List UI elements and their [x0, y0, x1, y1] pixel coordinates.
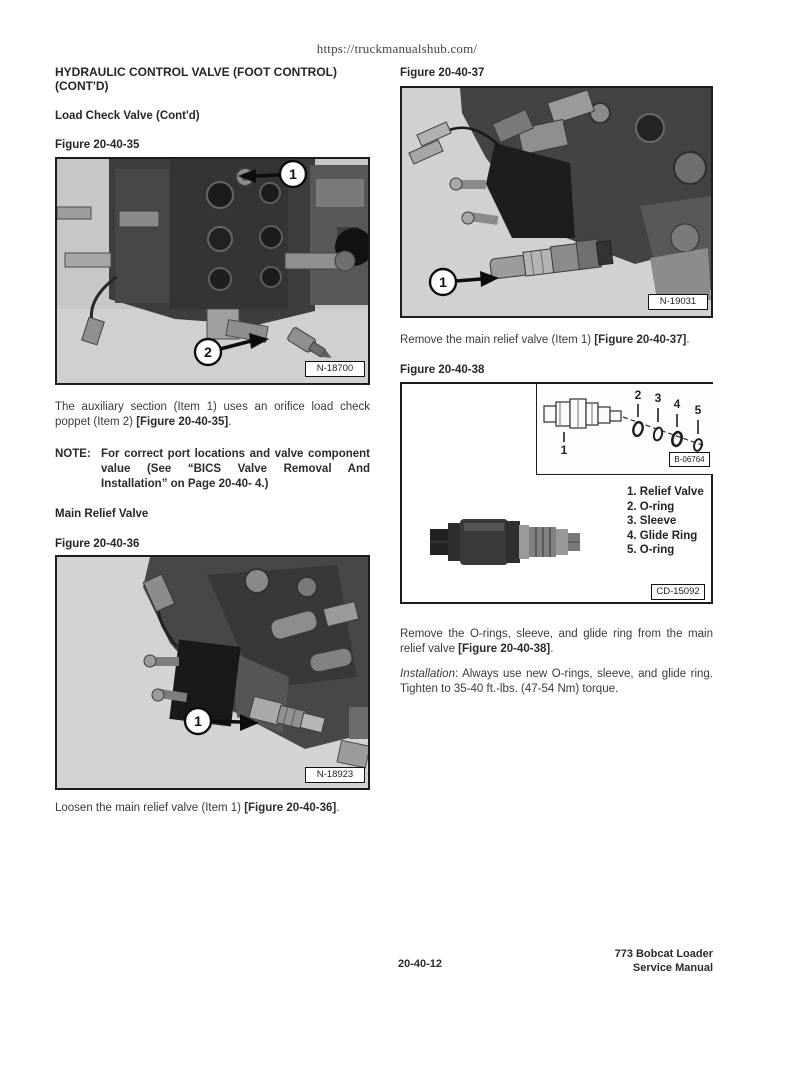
- paragraph-period: .: [336, 802, 340, 814]
- figure-reference: [Figure 20-40-36]: [244, 802, 337, 814]
- figure-reference: [Figure 20-40-37]: [594, 334, 687, 346]
- orings-group: [632, 421, 703, 452]
- paragraph-installation: [400, 667, 713, 697]
- paragraph-text: Remove the O-rings, sleeve, and glide ring from the main relief valve: [400, 628, 713, 655]
- section-heading-line1: HYDRAULIC CONTROL VALVE (FOOT CONTROL): [55, 65, 337, 79]
- note-label: NOTE:: [55, 448, 91, 460]
- figure-label-20-40-36: Figure 20-40-36: [55, 538, 140, 550]
- legend-item: 4. Glide Ring: [627, 529, 698, 542]
- photo-ref-label: N-18923: [305, 767, 365, 783]
- valve-photo-35-art: [57, 159, 368, 383]
- figure-38-drawing-box: [536, 384, 713, 475]
- paragraph-period: .: [228, 416, 232, 428]
- part-number-3: 3: [654, 391, 662, 405]
- callout-1-number: 1: [194, 713, 202, 729]
- callout-2-number: 2: [204, 344, 212, 360]
- footer-doc-line1: 773 Bobcat Loader: [614, 948, 713, 960]
- figure-38-panel: [400, 382, 713, 604]
- part-number-4: 4: [673, 397, 681, 411]
- part-number-5: 5: [694, 403, 702, 417]
- figure-label-20-40-35: Figure 20-40-35: [55, 139, 140, 151]
- relief-valve-photo: [430, 517, 582, 567]
- valve-photo-37-art: [402, 88, 711, 316]
- drawing-ref-label: B-06764: [669, 452, 710, 467]
- paragraph-text: The auxiliary section (Item 1) uses an orifice load check poppet (Item 2): [55, 401, 370, 428]
- figure-reference: [Figure 20-40-35]: [136, 416, 229, 428]
- legend-item: 1. Relief Valve: [627, 486, 704, 498]
- legend-item: 2. O-ring: [627, 500, 675, 513]
- legend-item: 5. O-ring: [627, 544, 675, 557]
- callout-1-number: 1: [439, 274, 447, 290]
- paragraph-text: Loosen the main relief valve (Item 1): [55, 802, 245, 814]
- photo-figure-20-40-36: [55, 555, 370, 790]
- note-text: For correct port locations and valve component value (See “BICS Valve Removal And Installation” on Page 20-40- 4.): [101, 448, 370, 490]
- legend-item: 3. Sleeve: [627, 515, 677, 528]
- footer-doc-line2: Service Manual: [632, 962, 713, 974]
- figure-label-20-40-38: Figure 20-40-38: [400, 364, 485, 376]
- paragraph-remove-valve: [400, 333, 713, 348]
- paragraph-loosen-valve: [55, 801, 370, 816]
- paragraph-period: .: [686, 334, 690, 346]
- relief-valve-drawing: [544, 399, 621, 428]
- part-number-2: 2: [634, 388, 642, 402]
- photo-figure-20-40-35: [55, 157, 370, 385]
- installation-label: Installation: [400, 668, 455, 680]
- paragraph-auxiliary-section: [55, 400, 370, 430]
- paragraph-period: .: [550, 643, 554, 655]
- subheading-load-check-valve: Load Check Valve (Cont'd): [55, 110, 200, 122]
- paragraph-text: : Always use new O-rings, sleeve, and glide ring. Tighten to 35-40 ft.-lbs. (47-54 Nm) torque.: [400, 668, 713, 695]
- figure-reference: [Figure 20-40-38]: [458, 643, 551, 655]
- photo-figure-20-40-37: [400, 86, 713, 318]
- url-link[interactable]: https://truckmanualshub.com/: [316, 41, 478, 56]
- paragraph-text: Remove the main relief valve (Item 1): [400, 334, 595, 346]
- photo-ref-label: CD-15092: [651, 584, 705, 600]
- footer-page-number: 20-40-12: [397, 958, 443, 970]
- part-number-1: 1: [560, 443, 568, 457]
- footer-doc-title: [400, 947, 713, 975]
- section-heading-line2: (CONT'D): [55, 78, 109, 93]
- section-heading: [55, 66, 370, 93]
- photo-ref-label: N-19031: [648, 294, 708, 310]
- subheading-main-relief-valve: Main Relief Valve: [55, 508, 149, 520]
- photo-ref-label: N-18700: [305, 361, 365, 377]
- valve-photo-36-art: [57, 557, 368, 788]
- paragraph-remove-orings: [400, 627, 713, 657]
- figure-38-legend: [627, 485, 704, 558]
- note-block: [55, 447, 370, 492]
- figure-label-20-40-37: Figure 20-40-37: [400, 67, 485, 79]
- callout-1-number: 1: [289, 166, 297, 182]
